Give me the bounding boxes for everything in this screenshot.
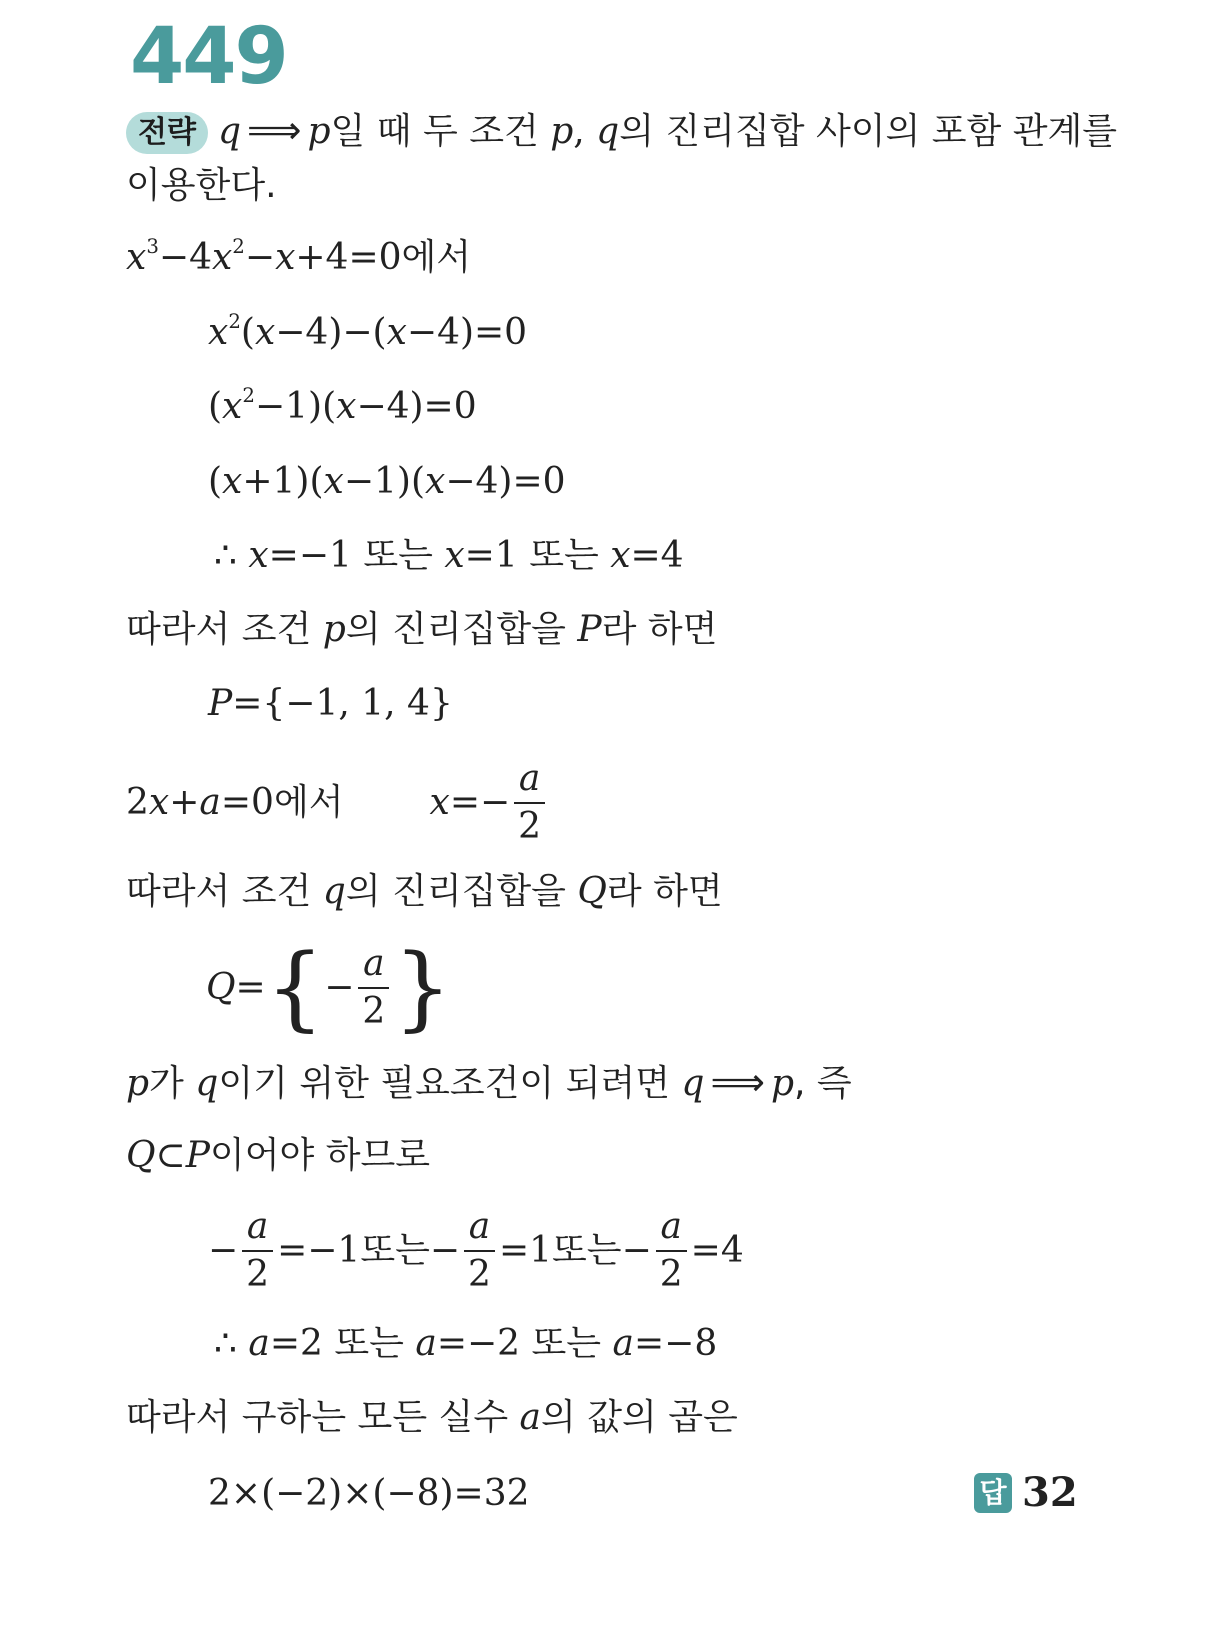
- set-p-value: P={−1, 1, 4}: [208, 683, 453, 724]
- factor-step-3: (x+1)(x−1)(x−4)=0: [208, 461, 566, 502]
- strategy-badge: 전략: [126, 112, 208, 154]
- a-values-line: ∴ a=2 또는 a=−2 또는 a=−8: [214, 1323, 718, 1364]
- factor-step-1: $x^2(x-4)-(x-4)=0$: [208, 310, 528, 353]
- condition-line-2: Q⊂P이어야 하므로: [126, 1135, 431, 1176]
- set-q-value: Q = { − $\frac{a}{2}$ }: [206, 934, 452, 1041]
- factor-step-2: $(x^2-1)(x-4)=0$: [208, 384, 477, 427]
- equation-cubic: $x^3-4x^2-x+4=0$에서: [126, 235, 472, 278]
- condition-line-1: p가 q이기 위한 필요조건이 되려면 q ⟹ p, 즉: [126, 1060, 852, 1104]
- result-expression: 2×(−2)×(−8)=32: [208, 1473, 530, 1514]
- problem-number: 449: [130, 12, 287, 102]
- answer-value: 32: [1022, 1469, 1078, 1516]
- set-q-intro: 따라서 조건 q의 진리집합을 Q라 하면: [126, 871, 723, 912]
- strategy-line: 전략 q ⟹ p일 때 두 조건 p, q의 진리집합 사이의 포함 관계를: [126, 108, 1117, 154]
- strategy-line-2: 이용한다.: [126, 165, 277, 206]
- fraction-equations: − $\frac{a}{2}$ =−1 또는 − $\frac{a}{2}$ =1 또는 − $\frac{a}{2}$ =4: [208, 1206, 744, 1295]
- linear-equation: 2 x + a =0 에서 x =− $\frac{a}{2}$: [126, 756, 549, 850]
- set-p-intro: 따라서 조건 p의 진리집합을 P라 하면: [126, 609, 718, 650]
- implies-arrow: ⟹: [247, 108, 302, 152]
- roots-line: ∴ x=−1 또는 x=1 또는 x=4: [214, 535, 684, 576]
- result-intro: 따라서 구하는 모든 실수 a의 값의 곱은: [126, 1397, 738, 1438]
- answer-badge: 답: [974, 1473, 1012, 1513]
- answer: [974, 1470, 1078, 1515]
- fraction-a-over-2: $\frac{a}{2}$: [514, 756, 545, 850]
